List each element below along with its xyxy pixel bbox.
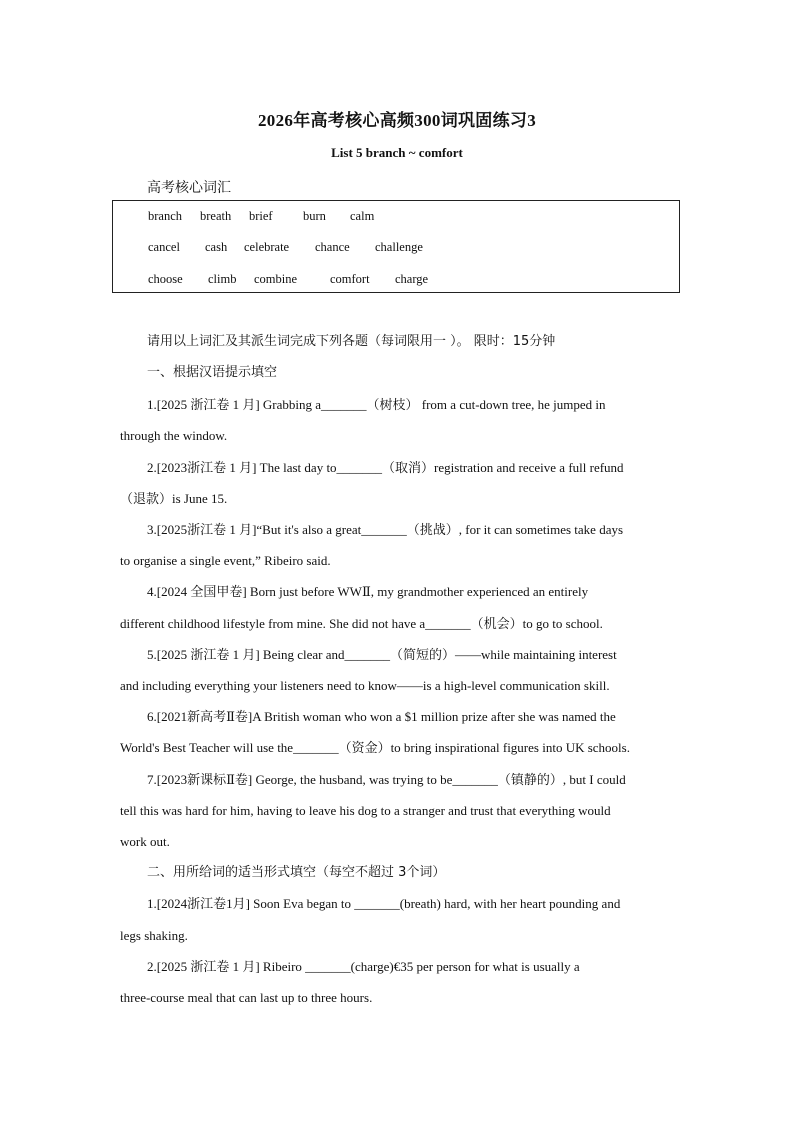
vocab-word: choose	[148, 272, 183, 286]
vocab-word: branch	[148, 209, 183, 223]
vocab-word: challenge	[375, 240, 423, 254]
vocab-word: climb	[208, 272, 237, 286]
question-line: work out.	[120, 834, 170, 849]
part2-heading: 二、用所给词的适当形式填空（每空不超过 3个词）	[147, 865, 446, 880]
question-line: legs shaking.	[120, 928, 188, 943]
vocab-word: burn	[303, 209, 326, 223]
vocab-word: cash	[205, 240, 228, 254]
question-line: 2.[2023浙江卷 1 月] The last day to_______（取消）registration and receive a full refund	[147, 460, 624, 475]
vocab-word: cancel	[148, 240, 180, 254]
question-line: 1.[2024浙江卷1月] Soon Eva began to _______(breath) hard, with her heart pounding and	[147, 896, 621, 911]
vocab-word: celebrate	[244, 240, 290, 254]
question-line: three-course meal that can last up to three hours.	[120, 990, 373, 1005]
question-line: 7.[2023新课标Ⅱ卷] George, the husband, was trying to be_______（镇静的）, but I could	[147, 772, 626, 787]
instructions: 请用以上词汇及其派生词完成下列各题（每词限用一 ）。 限时：15分钟	[147, 334, 556, 349]
question-line: 3.[2025浙江卷 1 月]“But it's also a great_______（挑战）, for it can sometimes take days	[147, 522, 624, 537]
question-line: 2.[2025 浙江卷 1 月] Ribeiro _______(charge)€35 per person for what is usually a	[147, 959, 580, 974]
page-title: 2026年高考核心高频300词巩固练习3	[258, 111, 536, 130]
question-line: （退款）is June 15.	[120, 491, 228, 506]
vocab-row	[113, 209, 679, 229]
question-line: and including everything your listeners need to know——is a high-level communication skill.	[120, 678, 610, 693]
question-line: 6.[2021新高考Ⅱ卷]A British woman who won a $1 million prize after she was named the	[147, 709, 616, 724]
part1-heading: 一、根据汉语提示填空	[147, 365, 278, 380]
question-line: to organise a single event,” Ribeiro said.	[120, 553, 331, 568]
vocab-word: charge	[395, 272, 429, 286]
vocab-row	[113, 240, 679, 260]
vocab-word: calm	[350, 209, 375, 223]
question-line: 1.[2025 浙江卷 1 月] Grabbing a_______（树枝） from a cut-down tree, he jumped in	[147, 397, 606, 412]
vocab-word: breath	[200, 209, 232, 223]
vocab-heading: 高考核心词汇	[147, 180, 231, 196]
question-line: different childhood lifestyle from mine. She did not have a_______（机会）to go to school.	[120, 616, 603, 631]
question-line: through the window.	[120, 428, 228, 443]
question-line: 5.[2025 浙江卷 1 月] Being clear and_______（简短的）——while maintaining interest	[147, 647, 617, 662]
question-line: tell this was hard for him, having to leave his dog to a stranger and trust that everything would	[120, 803, 611, 818]
vocab-word: comfort	[330, 272, 370, 286]
vocab-word: chance	[315, 240, 350, 254]
vocab-row	[113, 272, 679, 292]
vocab-word: combine	[254, 272, 298, 286]
question-line: World's Best Teacher will use the_______（资金）to bring inspirational figures into UK schools.	[120, 740, 630, 755]
vocab-box	[112, 200, 680, 293]
page-subtitle: List 5 branch ~ comfort	[331, 145, 463, 160]
vocab-word: brief	[249, 209, 273, 223]
question-line: 4.[2024 全国甲卷] Born just before WWⅡ, my grandmother experienced an entirely	[147, 584, 589, 599]
